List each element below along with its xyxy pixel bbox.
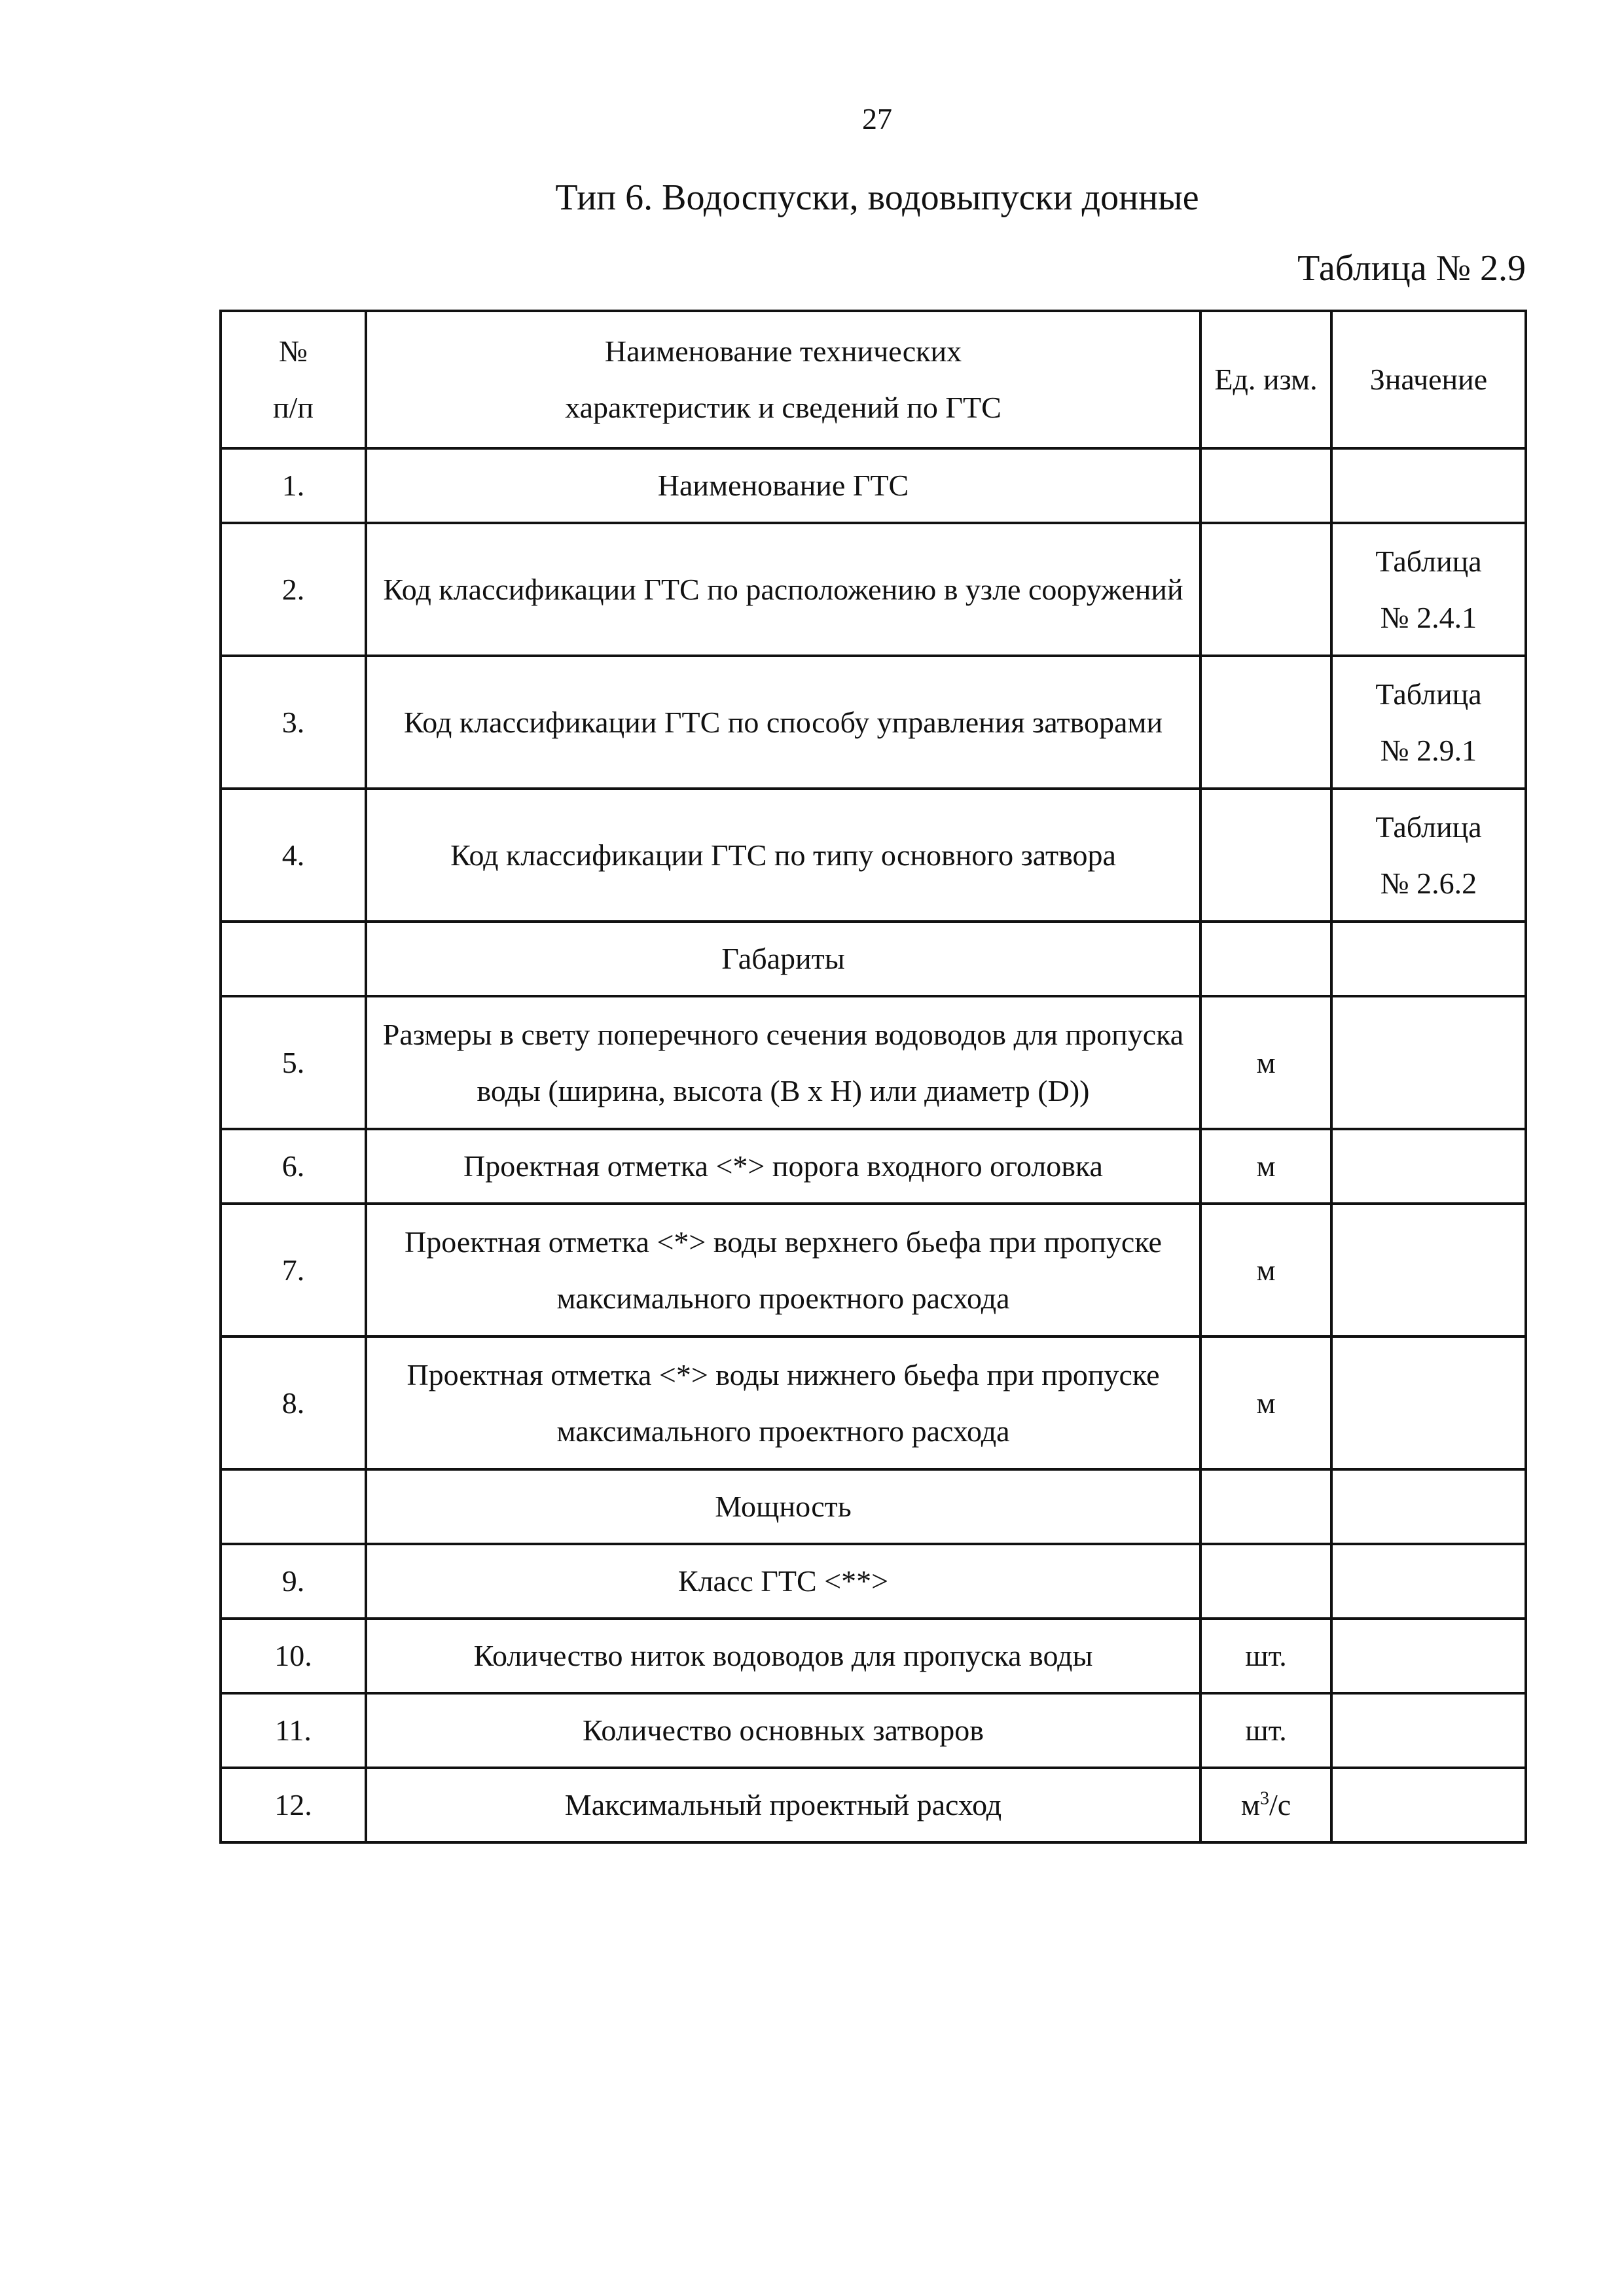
row-name: Размеры в свету поперечного сечения водоводов для пропуска воды (ширина, высота (B x H) или диаметр (D)) <box>366 996 1200 1129</box>
row-name: Проектная отметка <*> воды нижнего бьефа при пропуске максимального проектного расхода <box>366 1336 1200 1469</box>
row-value <box>1331 1619 1526 1693</box>
page-number: 27 <box>862 102 892 135</box>
table-row <box>221 523 1526 656</box>
row-number: 6. <box>221 1129 366 1204</box>
table-row <box>221 448 1526 523</box>
section-row-dimensions <box>221 922 1526 996</box>
table-row <box>221 1619 1526 1693</box>
row-value <box>1331 656 1526 789</box>
row-unit <box>1200 789 1331 922</box>
header-number-line1: № <box>279 334 308 368</box>
row-unit: шт. <box>1200 1619 1331 1693</box>
row-number <box>221 1469 366 1544</box>
row-number: 4. <box>221 789 366 922</box>
row-unit <box>1200 1544 1331 1619</box>
row-name: Количество основных затворов <box>366 1693 1200 1768</box>
row-value <box>1331 1204 1526 1336</box>
table-row <box>221 1336 1526 1469</box>
unit-tail: /с <box>1269 1788 1291 1821</box>
row-number: 9. <box>221 1544 366 1619</box>
row-value <box>1331 523 1526 656</box>
row-unit <box>1200 448 1331 523</box>
row-name: Код классификации ГТС по способу управления затворами <box>366 656 1200 789</box>
row-value <box>1331 996 1526 1129</box>
row-unit <box>1200 922 1331 996</box>
row-number: 10. <box>221 1619 366 1693</box>
row-unit: м <box>1200 1336 1331 1469</box>
table-row <box>221 1768 1526 1842</box>
row-number: 3. <box>221 656 366 789</box>
table-header-row <box>221 311 1526 448</box>
row-unit <box>1200 656 1331 789</box>
row-value <box>1331 922 1526 996</box>
table-row <box>221 1204 1526 1336</box>
row-value <box>1331 1129 1526 1204</box>
row-unit: м <box>1200 1204 1331 1336</box>
row-value <box>1331 1469 1526 1544</box>
row-number: 11. <box>221 1693 366 1768</box>
header-unit: Ед. изм. <box>1200 311 1331 448</box>
row-unit <box>1200 1768 1331 1842</box>
row-value-line1: Таблица <box>1375 810 1482 844</box>
table-row <box>221 789 1526 922</box>
header-value: Значение <box>1331 311 1526 448</box>
row-name: Проектная отметка <*> воды верхнего бьефа при пропуске максимального проектного расхода <box>366 1204 1200 1336</box>
row-unit: м <box>1200 996 1331 1129</box>
row-number <box>221 922 366 996</box>
row-name: Класс ГТС <**> <box>366 1544 1200 1619</box>
row-unit: шт. <box>1200 1693 1331 1768</box>
table-row <box>221 1129 1526 1204</box>
page-title: Тип 6. Водоспуски, водовыпуски донные <box>555 177 1199 218</box>
unit-superscript: 3 <box>1259 1788 1269 1809</box>
row-value <box>1331 1693 1526 1768</box>
table-row <box>221 1693 1526 1768</box>
table-row <box>221 656 1526 789</box>
section-heading: Габариты <box>366 922 1200 996</box>
row-name: Максимальный проектный расход <box>366 1768 1200 1842</box>
row-unit: м <box>1200 1129 1331 1204</box>
row-name: Количество ниток водоводов для пропуска воды <box>366 1619 1200 1693</box>
row-value-line1: Таблица <box>1375 677 1482 711</box>
row-value-line2: № 2.4.1 <box>1380 600 1477 634</box>
header-number <box>221 311 366 448</box>
row-number: 7. <box>221 1204 366 1336</box>
header-number-line2: п/п <box>272 391 314 424</box>
row-unit <box>1200 523 1331 656</box>
table-reference: Таблица № 2.9 <box>1297 248 1526 289</box>
row-value <box>1331 1768 1526 1842</box>
row-number: 2. <box>221 523 366 656</box>
section-heading: Мощность <box>366 1469 1200 1544</box>
characteristics-table <box>219 310 1527 1844</box>
row-number: 5. <box>221 996 366 1129</box>
section-row-capacity <box>221 1469 1526 1544</box>
row-value <box>1331 448 1526 523</box>
header-name-line2: характеристик и сведений по ГТС <box>565 391 1001 424</box>
row-number: 1. <box>221 448 366 523</box>
row-value-line1: Таблица <box>1375 544 1482 578</box>
row-value-line2: № 2.6.2 <box>1380 866 1477 900</box>
row-value <box>1331 789 1526 922</box>
row-number: 8. <box>221 1336 366 1469</box>
row-value <box>1331 1544 1526 1619</box>
table-row <box>221 996 1526 1129</box>
row-name: Проектная отметка <*> порога входного оголовка <box>366 1129 1200 1204</box>
row-number: 12. <box>221 1768 366 1842</box>
row-name: Наименование ГТС <box>366 448 1200 523</box>
header-name <box>366 311 1200 448</box>
row-value-line2: № 2.9.1 <box>1380 733 1477 767</box>
row-value <box>1331 1336 1526 1469</box>
unit-base: м <box>1240 1788 1260 1821</box>
row-name: Код классификации ГТС по расположению в узле сооружений <box>366 523 1200 656</box>
row-unit <box>1200 1469 1331 1544</box>
header-name-line1: Наименование технических <box>604 334 962 368</box>
row-name: Код классификации ГТС по типу основного затвора <box>366 789 1200 922</box>
table-row <box>221 1544 1526 1619</box>
